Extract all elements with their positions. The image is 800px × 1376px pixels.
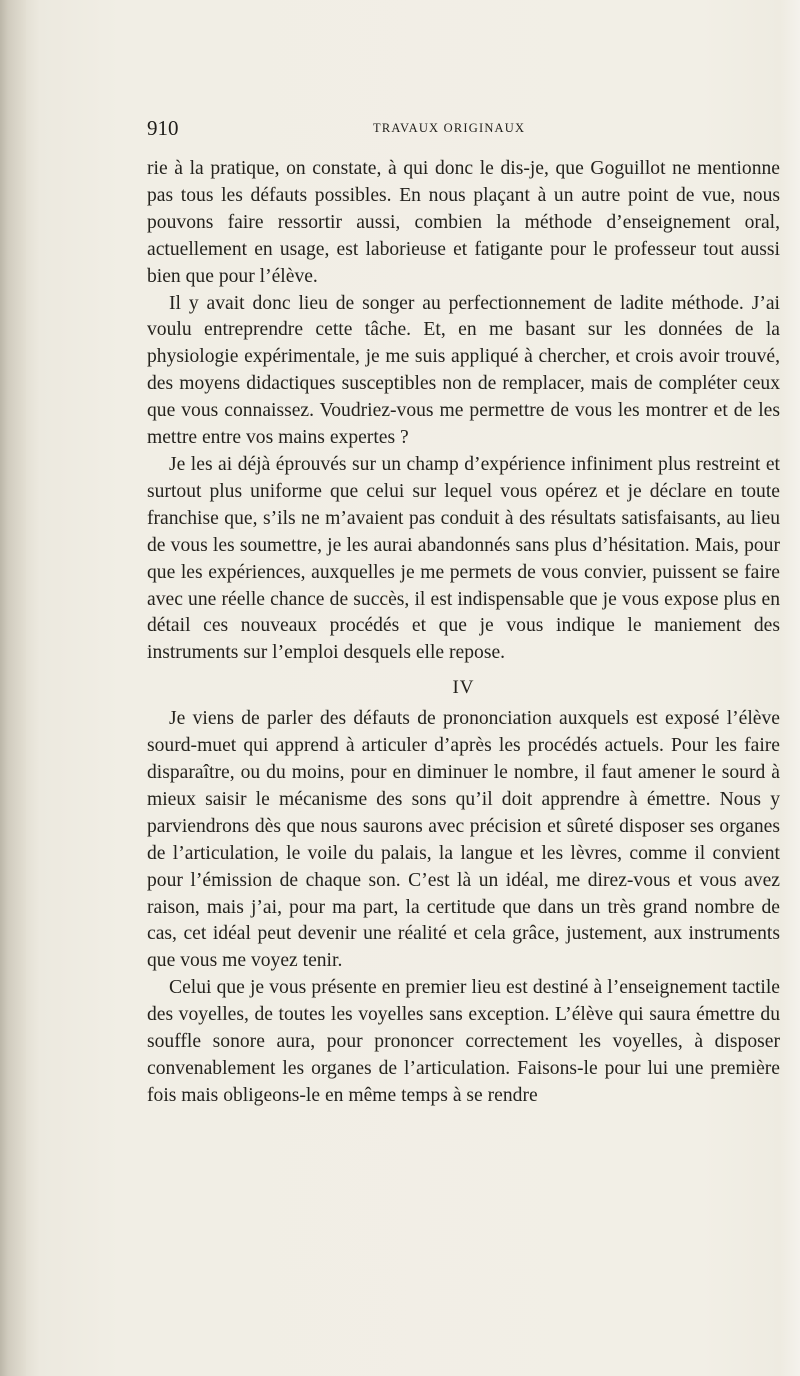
page-header <box>147 116 787 140</box>
paragraph-2: Il y avait donc lieu de songer au perfectionnement de ladite méthode. J’ai voulu entreprendre cette tâche. Et, en me basant sur les données de la physiologie expérimentale, je me suis appliqué à chercher, et crois avoir trouvé, des moyens didactiques susceptibles non de remplacer, mais de compléter ceux que vous connaissez. Voudriez-vous me permettre de vous les montrer et de les mettre entre vos mains expertes ? <box>147 292 780 449</box>
body-text <box>147 156 780 1110</box>
running-head: TRAVAUX ORIGINAUX <box>373 121 526 135</box>
paragraph-5: Celui que je vous présente en premier lieu est destiné à l’enseignement tactile des voyelles, de toutes les voyelles sans exception. L’élève qui saura émettre du souffle sonore aura, pour prononcer correctement les voyelles, à disposer convenablement les organes de l’articulation. Faisons-le pour lui une première fois mais obligeons-le en même temps à se rendre <box>147 977 780 1106</box>
page-number: 910 <box>147 116 179 140</box>
section-heading: IV <box>452 677 475 699</box>
paragraph-4: Je viens de parler des défauts de prononciation auxquels est exposé l’élève sourd-muet qui apprend à articuler d’après les procédés actuels. Pour les faire disparaître, ou du moins, pour en diminuer le nombre, il faut amener le sourd à mieux saisir le mécanisme des sons qu’il doit apprendre à émettre. Nous y parviendrons dès que nous saurons avec précision et sûreté disposer ses organes de l’articulation, le voile du palais, la langue et les lèvres, comme il convient pour l’émission de chaque son. C’est là un idéal, me direz-vous et vous avez raison, mais j’ai, pour ma part, la certitude que dans un très grand nombre de cas, cet idéal peut devenir une réalité et cela grâce, justement, aux instruments que vous me voyez tenir. <box>147 708 780 972</box>
page-binding-shadow <box>0 0 26 1376</box>
paragraph-3: Je les ai déjà éprouvés sur un champ d’expérience infiniment plus restreint et surtout plus uniforme que celui sur lequel vous opérez et je déclare en toute franchise que, s’ils ne m’avaient pas conduit à des résultats satisfaisants, au lieu de vous les soumettre, je les aurai abandonnés sans plus d’hésitation. Mais, pour que les expériences, auxquelles je me permets de vous convier, puissent se faire avec une réelle chance de succès, il est indispensable que je vous expose plus en détail ces nouveaux procédés et que je vous indique le maniement des instruments sur l’emploi desquels elle repose. <box>147 453 780 664</box>
paragraph-1: rie à la pratique, on constate, à qui donc le dis-je, que Goguillot ne mentionne pas tous les défauts possibles. En nous plaçant à un autre point de vue, nous pouvons faire ressortir aussi, combien la méthode d’enseignement oral, actuellement en usage, est laborieuse et fatigante pour le professeur tout aussi bien que pour l’élève. <box>147 158 780 287</box>
